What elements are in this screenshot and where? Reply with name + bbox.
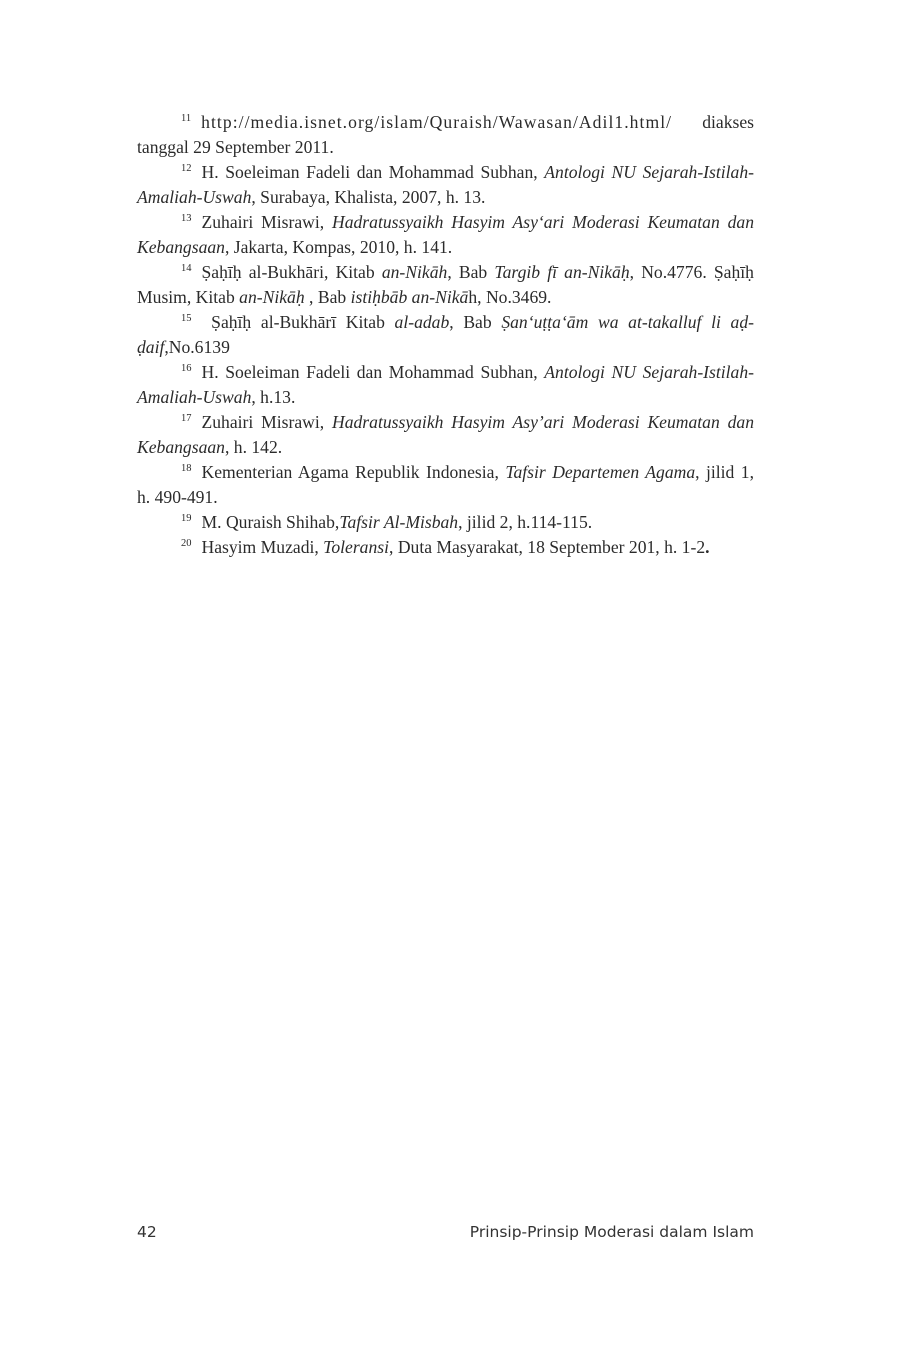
running-title: Prinsip-Prinsip Moderasi dalam Islam xyxy=(469,1223,754,1241)
footnote xyxy=(137,510,754,535)
footnote-text: , Surabaya, Khalista, 2007, h. 13. xyxy=(251,187,486,207)
footnote xyxy=(137,210,754,260)
footnote-number: 17 xyxy=(181,413,192,424)
footnote-text: Zuhairi Misrawi, xyxy=(201,412,332,432)
footnote-title-italic: al-adab xyxy=(394,312,450,332)
footnote-text: h, No.3469. xyxy=(468,287,552,307)
footnote-title-italic: Tafsir Al-Misbah xyxy=(339,512,459,532)
footnote-title-italic: Tafsir Departemen Agama xyxy=(505,462,696,482)
footnote-text-bold: . xyxy=(705,537,710,557)
footnote-title-italic: Antologi NU Sejarah-Istilah-Amaliah-Uswah xyxy=(137,362,755,407)
footnote-text: Hasyim Muzadi, xyxy=(201,537,324,557)
footnote-url: http://media.isnet.org/islam/Quraish/Wawasan/Adil1.html/ xyxy=(201,112,673,132)
footnote-text: , Bab xyxy=(449,312,502,332)
footnote-number: 18 xyxy=(181,463,192,474)
footnote-text: M. Quraish Shihab, xyxy=(201,512,340,532)
footnote xyxy=(137,110,754,160)
footnote-text: , Bab xyxy=(304,287,351,307)
footnote-text: Zuhairi Misrawi, xyxy=(201,212,332,232)
footnote-title-italic: istiḥbāb an-Nikā xyxy=(350,287,469,307)
footnote-text: , No.4776. Ṣaḥīḥ Musim, Kitab xyxy=(137,262,754,307)
footnote xyxy=(137,160,754,210)
footnote-text: Ṣaḥīḥ al-Bukhāri, Kitab xyxy=(201,262,382,282)
footnote-text: , h. 142. xyxy=(224,437,283,457)
footnote xyxy=(137,410,754,460)
footnote-number: 12 xyxy=(181,163,192,174)
footnote-title-italic: Ṣan‘uṭṭa‘ām wa at-takalluf li aḍ-ḍaif xyxy=(137,312,754,357)
footnote-text: , Duta Masyarakat, 18 September 201, h. 1-2 xyxy=(389,537,706,557)
footnote-text: , Bab xyxy=(447,262,495,282)
footnote xyxy=(137,260,754,310)
footnote-text: Ṣaḥīḥ al-Bukhārī Kitab xyxy=(201,312,395,332)
footnote-text: H. Soeleiman Fadeli dan Mohammad Subhan, xyxy=(201,362,545,382)
footnote-number: 15 xyxy=(181,313,192,324)
footnote xyxy=(137,360,754,410)
footnote xyxy=(137,535,754,560)
page-number: 42 xyxy=(137,1223,157,1241)
footnote-title-italic: Hadratussyaikh Hasyim Asy‘ari Moderasi Keumatan dan Kebangsaan xyxy=(137,212,754,257)
footnote-number: 13 xyxy=(181,213,192,224)
footnote-text: ,No.6139 xyxy=(164,337,230,357)
footnote-number: 19 xyxy=(181,513,192,524)
footnote-number: 16 xyxy=(181,363,192,374)
footnote-number: 14 xyxy=(181,263,192,274)
footnote-title-italic: an-Nikāh xyxy=(381,262,448,282)
footnote-text: H. Soeleiman Fadeli dan Mohammad Subhan, xyxy=(201,162,545,182)
footnote-text: , jilid 1, h. 490-491. xyxy=(137,462,754,507)
footnote-title-italic: an-Nikāḥ xyxy=(239,287,305,307)
footnote xyxy=(137,310,754,360)
footnote-text: , h.13. xyxy=(251,387,296,407)
footnote-text: , jilid 2, h.114-115. xyxy=(458,512,593,532)
footnote-title-italic: Hadratussyaikh Hasyim Asy’ari Moderasi Keumatan dan Kebangsaan xyxy=(137,412,754,457)
footnote-title-italic: Toleransi xyxy=(323,537,390,557)
footnote-number: 11 xyxy=(181,113,192,124)
footnote xyxy=(137,460,754,510)
footnote-number: 20 xyxy=(181,538,192,549)
footnote-text: diakses tanggal 29 September 2011. xyxy=(137,112,754,157)
footnote-title-italic: Targib fī an-Nikāḥ xyxy=(494,262,630,282)
footnote-title-italic: Antologi NU Sejarah-Istilah-Amaliah-Uswah xyxy=(137,162,755,207)
footnote-text: Kementerian Agama Republik Indonesia, xyxy=(201,462,506,482)
footnotes-section xyxy=(137,110,754,560)
page-footer xyxy=(137,1223,754,1247)
footnote-text: , Jakarta, Kompas, 2010, h. 141. xyxy=(224,237,453,257)
